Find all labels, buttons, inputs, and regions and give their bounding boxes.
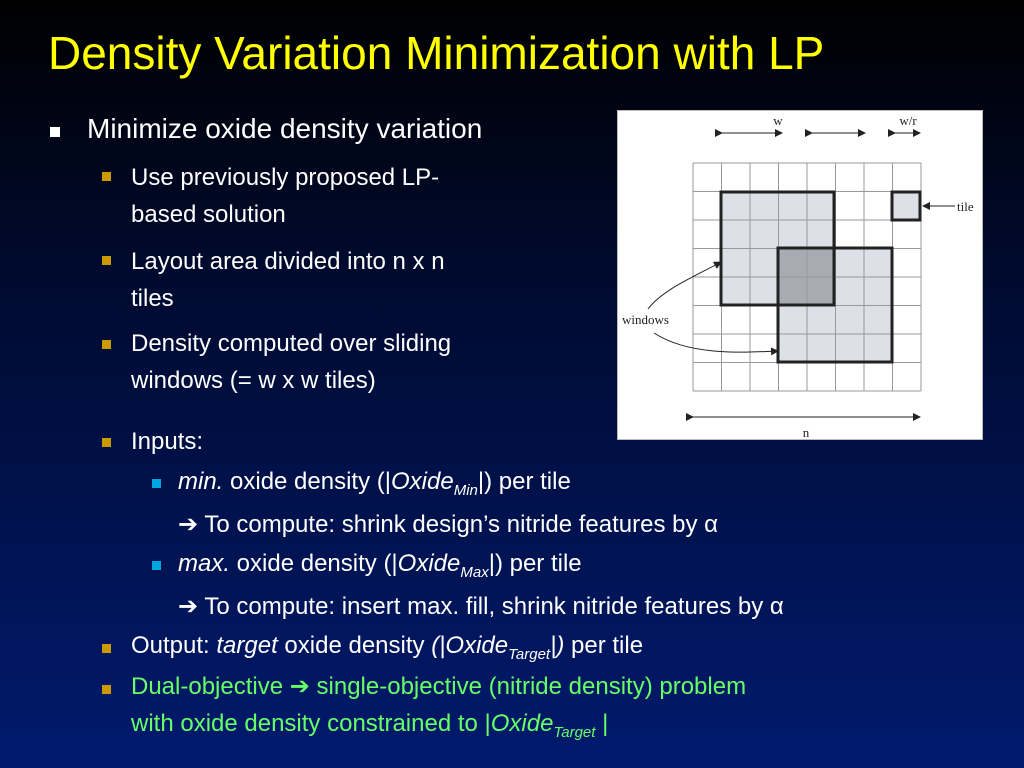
output-label: Output: — [131, 632, 217, 659]
bullet-square — [102, 438, 111, 447]
min-compute-text: To compute: shrink design’s nitride features by α — [204, 511, 719, 538]
max-text: oxide density (| — [230, 550, 398, 577]
bullet-square — [102, 644, 111, 653]
oxide-term: Oxide — [397, 550, 461, 577]
bullet-output — [131, 627, 643, 667]
dual-text-c: with oxide density constrained to | — [131, 710, 491, 737]
bullet-square — [152, 479, 161, 488]
label-tile: tile — [957, 199, 974, 214]
max-compute-text: To compute: insert max. fill, shrink nitride features by α — [204, 593, 784, 620]
output-target: target — [216, 632, 278, 659]
output-text-end: per tile — [564, 632, 644, 659]
max-text-end: |) per tile — [488, 550, 582, 577]
max-compute-line — [178, 586, 784, 627]
tiling-diagram — [617, 110, 983, 440]
bullet-line: Density computed over sliding — [131, 330, 452, 357]
label-n: n — [802, 425, 810, 440]
label-wr: w/r — [899, 113, 917, 128]
oxide-subscript: Target — [508, 646, 551, 663]
windows-pointer-arrow — [654, 333, 778, 352]
bullet-square — [102, 685, 111, 694]
arrow-right-icon: ➔ — [178, 592, 199, 620]
bullet-line: tiles — [131, 285, 174, 312]
oxide-subscript: Target — [553, 724, 596, 741]
bullet-square — [152, 561, 161, 570]
oxide-term: Oxide — [391, 468, 454, 495]
bullet-square — [50, 127, 60, 137]
label-w: w — [773, 113, 783, 128]
slide-title: Density Variation Minimization with LP — [48, 27, 825, 79]
bullet-sliding-windows — [131, 325, 451, 399]
oxide-subscript: Min — [453, 482, 478, 499]
tiling-diagram-svg — [618, 111, 984, 441]
bullet-min-oxide — [178, 462, 571, 505]
oxide-term: Oxide — [445, 632, 509, 659]
oxide-subscript: Max — [460, 564, 489, 581]
bullet-max-oxide — [178, 544, 582, 587]
bullet-layout-tiles — [131, 243, 445, 317]
bullet-square — [102, 256, 111, 265]
arrow-right-icon: ➔ — [289, 672, 310, 700]
bullet-line: windows (= w x w tiles) — [131, 367, 376, 394]
dual-text-b: single-objective (nitride density) problem — [309, 673, 747, 700]
bullet-minimize: Minimize oxide density variation — [87, 113, 483, 144]
dual-text-d: | — [595, 710, 609, 737]
bullet-line: Layout area divided into n x n — [131, 248, 445, 275]
max-prefix: max. — [178, 550, 231, 577]
bullet-square — [102, 340, 111, 349]
dual-text-a: Dual-objective — [131, 673, 290, 700]
min-prefix: min. — [178, 468, 224, 495]
min-text-end: |) per tile — [477, 468, 571, 495]
min-compute-line — [178, 504, 718, 545]
label-windows: windows — [622, 312, 669, 327]
output-paren-open: (| — [431, 632, 446, 659]
output-text: oxide density — [277, 632, 432, 659]
bullet-lp-solution — [131, 159, 439, 233]
output-paren-close: |) — [550, 632, 565, 659]
bullet-square — [102, 172, 111, 181]
tile-fill — [892, 192, 920, 220]
bullet-dual-objective — [131, 668, 746, 745]
bullet-line: Use previously proposed LP- — [131, 164, 440, 191]
bullet-inputs: Inputs: — [131, 428, 204, 455]
arrow-right-icon: ➔ — [178, 510, 199, 538]
min-text: oxide density (| — [223, 468, 391, 495]
bullet-line: based solution — [131, 201, 286, 228]
oxide-term: Oxide — [490, 710, 554, 737]
windows-pointer-arrow — [648, 262, 721, 309]
